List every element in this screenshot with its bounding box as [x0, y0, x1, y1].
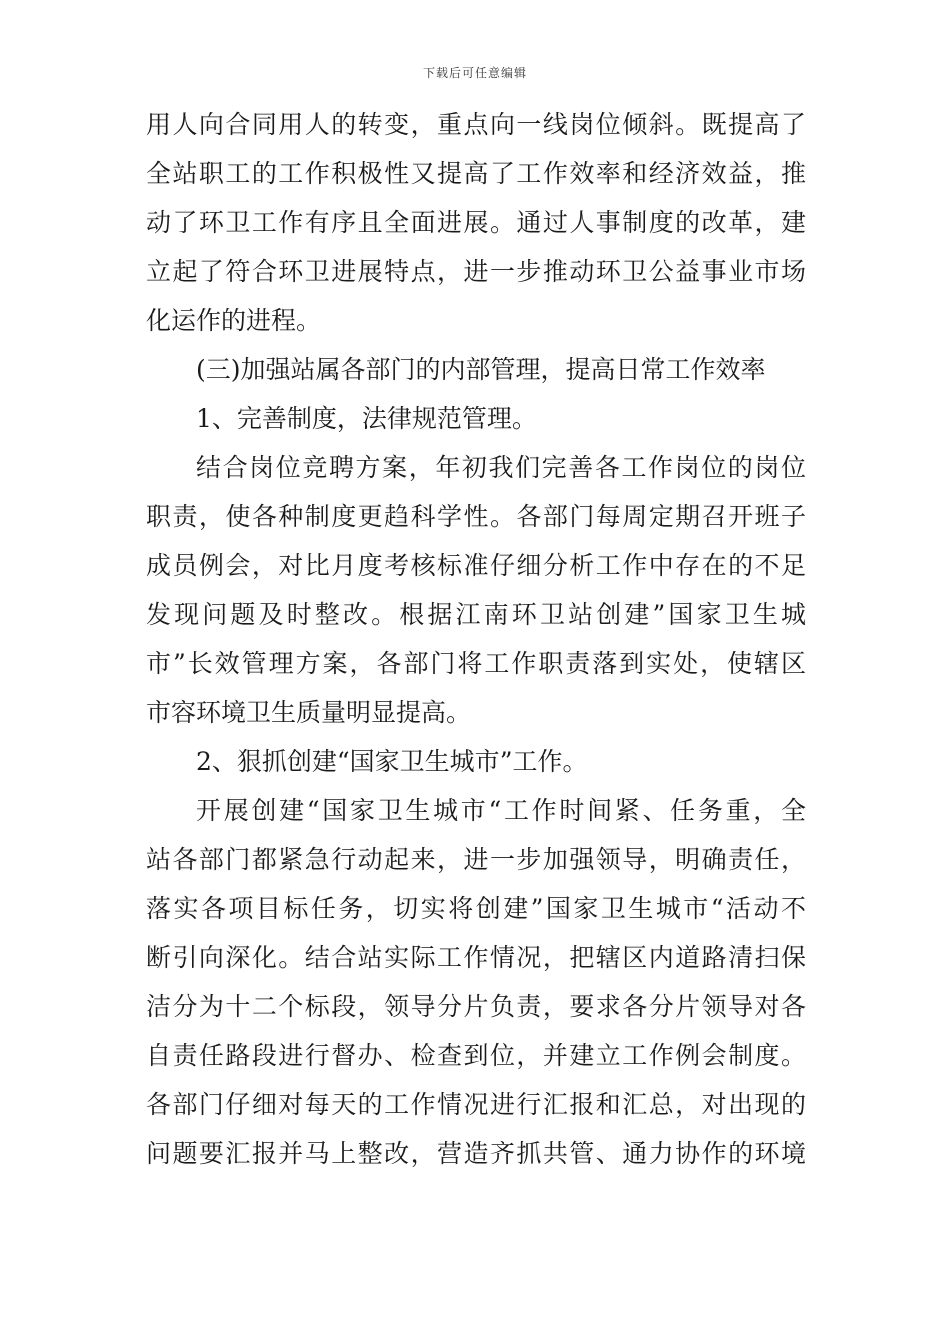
text-line: 化运作的进程。	[146, 306, 322, 335]
text-line: 全站职工的工作积极性又提高了工作效率和经济效益，推	[146, 159, 806, 188]
text-line: 结合岗位竞聘方案，年初我们完善各工作岗位的岗位	[196, 453, 806, 482]
text-line: 立起了符合环卫进展特点，进一步推动环卫公益事业市场	[146, 257, 806, 286]
text-line: 成员例会，对比月度考核标准仔细分析工作中存在的不足	[146, 551, 806, 580]
text-line: 发现问题及时整改。根据江南环卫站创建”国家卫生城	[146, 600, 806, 629]
body-text	[146, 100, 806, 1178]
subsection-heading: 1、完善制度，法律规范管理。	[196, 404, 537, 433]
text-line: 用人向合同用人的转变，重点向一线岗位倾斜。既提高了	[146, 110, 806, 139]
text-line: 动了环卫工作有序且全面进展。通过人事制度的改革，建	[146, 208, 806, 237]
text-line: 职责，使各种制度更趋科学性。各部门每周定期召开班子	[146, 502, 806, 531]
text-line: 断引向深化。结合站实际工作情况，把辖区内道路清扫保	[146, 943, 806, 972]
text-line: 市”长效管理方案，各部门将工作职责落到实处，使辖区	[146, 649, 806, 678]
subsection-heading: 2、狠抓创建“国家卫生城市”工作。	[196, 747, 588, 776]
text-line: 问题要汇报并马上整改，营造齐抓共管、通力协作的环境	[146, 1139, 806, 1168]
text-line: 开展创建“国家卫生城市“工作时间紧、任务重，全	[196, 796, 806, 825]
text-line: 洁分为十二个标段，领导分片负责，要求各分片领导对各	[146, 992, 806, 1021]
text-line: 市容环境卫生质量明显提高。	[146, 698, 472, 727]
text-line: 自责任路段进行督办、检查到位，并建立工作例会制度。	[146, 1041, 806, 1070]
text-line: 落实各项目标任务，切实将创建”国家卫生城市“活动不	[146, 894, 806, 923]
text-line: 站各部门都紧急行动起来，进一步加强领导，明确责任，	[146, 845, 806, 874]
text-line: 各部门仔细对每天的工作情况进行汇报和汇总，对出现的	[146, 1090, 806, 1119]
section-heading: (三)加强站属各部门的内部管理，提高日常工作效率	[196, 355, 766, 384]
header-note: 下载后可任意编辑	[422, 66, 527, 80]
